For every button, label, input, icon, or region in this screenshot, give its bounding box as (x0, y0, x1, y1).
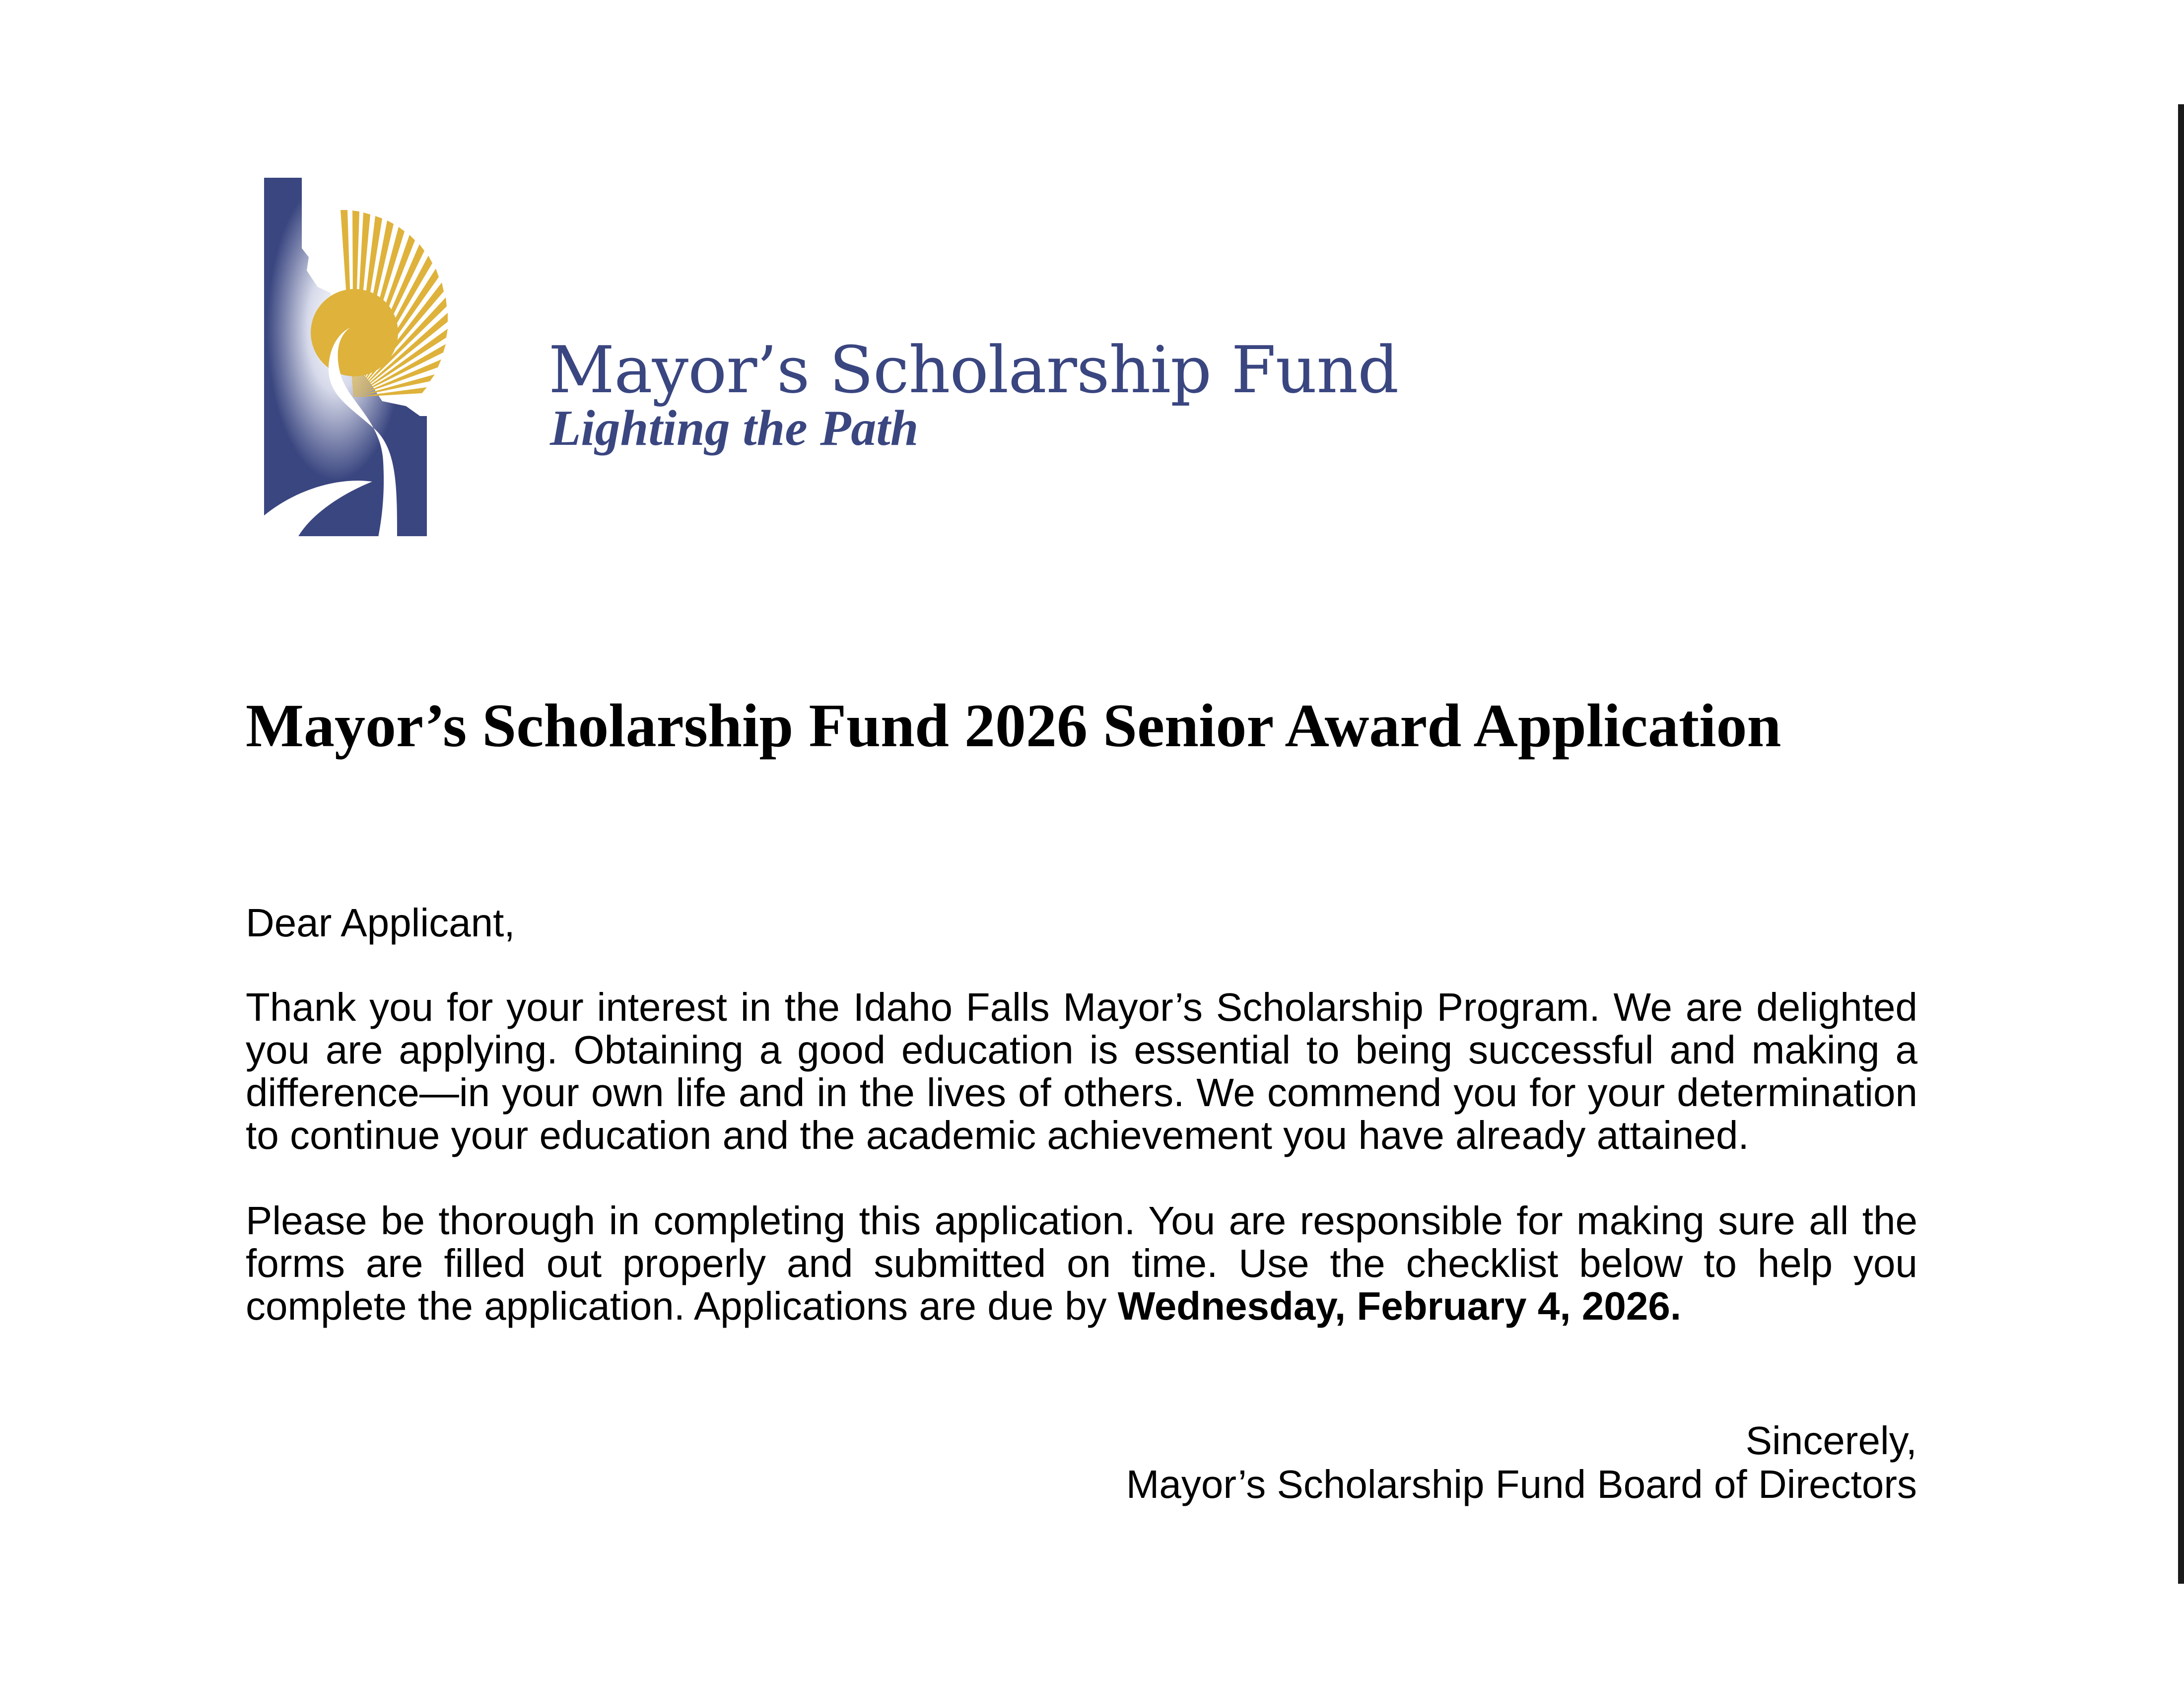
scrollbar-edge[interactable] (2178, 104, 2184, 1584)
letter-salutation: Dear Applicant, (246, 901, 515, 945)
due-date: Wednesday, February 4, 2026. (1117, 1284, 1682, 1328)
brand-tagline: Lighting the Path (550, 400, 919, 456)
paragraph-2-text: Please be thorough in completing this application. You are responsible for making sure all the forms are filled out properly and submitted on time. Use the checklist below to help you complete the application. Applications are due by (246, 1198, 1917, 1328)
letter-paragraph-1: Thank you for your interest in the Idaho Falls Mayor’s Scholarship Program. We are delighted you are applying. Obtaining a good education is essential to being successful and making a difference—in your own life and in the lives of others. We commend you for your determination to continue your education and the academic achievement you have already attained. (246, 985, 1917, 1157)
letter-signature: Mayor’s Scholarship Fund Board of Directors (1126, 1462, 1917, 1506)
scholarship-logo-icon (248, 169, 526, 536)
letter-paragraph-2 (246, 1199, 1917, 1328)
letter-closing: Sincerely, (1745, 1418, 1917, 1463)
brand-name: Mayor’s Scholarship Fund (548, 332, 1399, 408)
document-title: Mayor’s Scholarship Fund 2026 Senior Award Application (246, 692, 1781, 760)
